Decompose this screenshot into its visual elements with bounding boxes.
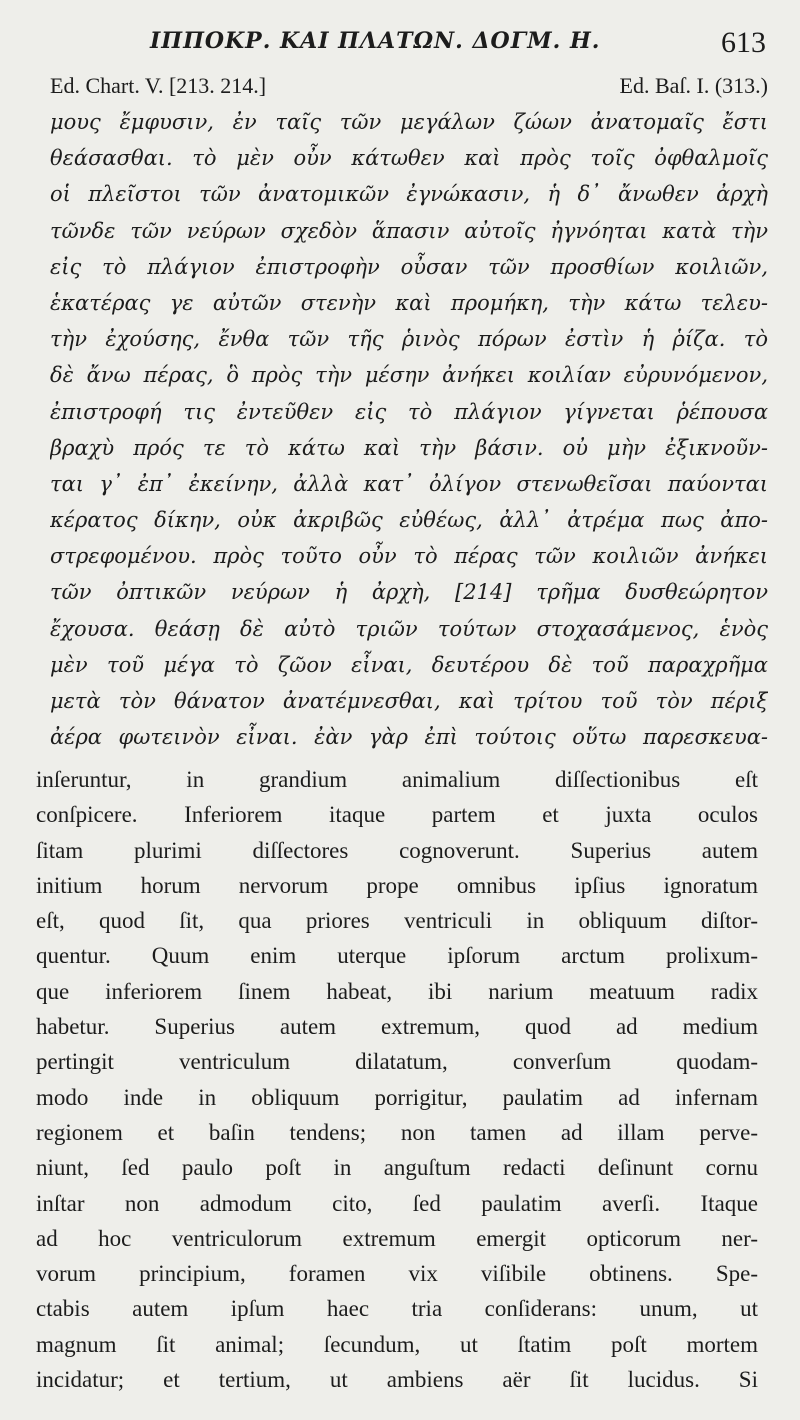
latin-line: ctabis autem ipſum haec tria conſiderans: unum, ut bbox=[36, 1296, 758, 1322]
running-head bbox=[0, 28, 800, 62]
greek-line: μους ἔμφυσιν, ἐν ταῖς τῶν μεγάλων ζώων ἀνατομαῖς ἔστι bbox=[50, 110, 768, 134]
greek-line: τὴν ἐχούσης, ἔνθα τῶν τῆς ῥινὸς πόρων ἐστὶν ἡ ῥίζα. τὸ bbox=[50, 327, 768, 352]
latin-line: eſt, quod ſit, qua priores ventriculi in obliquum diſtor- bbox=[36, 908, 758, 934]
greek-line: οἱ πλεῖστοι τῶν ἀνατομικῶν ἐγνώκασιν, ἡ δ᾽ ἄνωθεν ἀρχὴ bbox=[50, 182, 768, 207]
latin-line: conſpicere. Inferiorem itaque partem et juxta oculos bbox=[36, 802, 758, 828]
latin-line: que inferiorem ſinem habeat, ibi narium meatuum radix bbox=[36, 978, 758, 1004]
running-head-title: ΙΠΠΟΚΡ. ΚΑΙ ΠΛΑΤΩΝ. ΔΟΓΜ. Η. bbox=[150, 28, 601, 54]
greek-line: ἔχουσα. θεάσῃ δὲ αὐτὸ τριῶν τούτων στοχασάμενος, ἑνὸς bbox=[50, 616, 768, 641]
latin-text-block bbox=[36, 762, 758, 1397]
greek-line: τῶν ὀπτικῶν νεύρων ἡ ἀρχὴ, [214] τρῆμα δυσθεώρητον bbox=[50, 580, 768, 605]
latin-line: magnum ſit animal; ſecundum, ut ſtatim poſt mortem bbox=[36, 1331, 758, 1357]
latin-line: vorum principium, foramen vix viſibile obtinens. Spe- bbox=[36, 1261, 758, 1287]
latin-line: regionem et baſin tendens; non tamen ad illam perve- bbox=[36, 1119, 758, 1145]
latin-line: modo inde in obliquum porrigitur, paulatim ad infernam bbox=[36, 1084, 758, 1110]
latin-line: quentur. Quum enim uterque ipſorum arctum prolixum- bbox=[36, 943, 758, 969]
latin-line: habetur. Superius autem extremum, quod ad medium bbox=[36, 1014, 758, 1040]
greek-line: στρεφομένου. πρὸς τοῦτο οὖν τὸ πέρας τῶν κοιλιῶν ἀνήκει bbox=[50, 544, 768, 569]
greek-line: βραχὺ πρός τε τὸ κάτω καὶ τὴν βάσιν. οὐ μὴν ἐξικνοῦν- bbox=[50, 435, 768, 460]
greek-line: μὲν τοῦ μέγα τὸ ζῶον εἶναι, δευτέρου δὲ τοῦ παραχρῆμα bbox=[50, 652, 768, 677]
latin-line: ſitam plurimi diſſectores cognoverunt. Superius autem bbox=[36, 837, 758, 863]
greek-line: ἑκατέρας γε αὐτῶν στενὴν καὶ προμήκη, τὴν κάτω τελευ- bbox=[50, 290, 768, 315]
greek-line: θεάσασθαι. τὸ μὲν οὖν κάτωθεν καὶ πρὸς τοῖς ὀφθαλμοῖς bbox=[50, 146, 768, 171]
latin-line: inſtar non admodum cito, ſed paulatim averſi. Itaque bbox=[36, 1190, 758, 1216]
latin-line: initium horum nervorum prope omnibus ipſius ignoratum bbox=[36, 872, 758, 898]
latin-line: ad hoc ventriculorum extremum emergit opticorum ner- bbox=[36, 1225, 758, 1251]
page-number: 613 bbox=[721, 26, 766, 59]
latin-line: incidatur; et tertium, ut ambiens aër ſit lucidus. Si bbox=[36, 1367, 758, 1393]
latin-line: niunt, ſed paulo poſt in anguſtum redacti deſinunt cornu bbox=[36, 1155, 758, 1181]
greek-line: ται γ᾽ ἐπ᾽ ἐκείνην, ἀλλὰ κατ᾽ ὀλίγον στενωθεῖσαι παύονται bbox=[50, 471, 768, 496]
edition-reference-line bbox=[50, 73, 768, 101]
latin-line: pertingit ventriculum dilatatum, converſum quodam- bbox=[36, 1049, 758, 1075]
greek-line: δὲ ἄνω πέρας, ὃ πρὸς τὴν μέσην ἀνήκει κοιλίαν εὐρυνόμενον, bbox=[50, 363, 768, 388]
latin-line: inſeruntur, in grandium animalium diſſectionibus eſt bbox=[36, 767, 758, 792]
greek-line: ἐπιστροφή τις ἐντεῦθεν εἰς τὸ πλάγιον γίγνεται ῥέπουσα bbox=[50, 399, 768, 424]
edition-reference-basel: Ed. Baſ. I. (313.) bbox=[619, 73, 768, 98]
greek-line: κέρατος δίκην, οὐκ ἀκριβῶς εὐθέως, ἀλλ᾽ ἀτρέμα πως ἀπο- bbox=[50, 508, 768, 533]
greek-line: τῶνδε τῶν νεύρων σχεδὸν ἅπασιν αὐτοῖς ἠγνόηται κατὰ τὴν bbox=[50, 218, 768, 243]
greek-line: μετὰ τὸν θάνατον ἀνατέμνεσθαι, καὶ τρίτου τοῦ τὸν πέριξ bbox=[50, 689, 768, 713]
greek-line: ἀέρα φωτεινὸν εἶναι. ἐὰν γὰρ ἐπὶ τούτοις οὕτω παρεσκευα- bbox=[50, 725, 768, 750]
edition-reference-chartier: Ed. Chart. V. [213. 214.] bbox=[50, 73, 267, 98]
greek-line: εἰς τὸ πλάγιον ἐπιστροφὴν οὖσαν τῶν προσθίων κοιλιῶν, bbox=[50, 254, 768, 279]
greek-text-block bbox=[50, 104, 768, 755]
